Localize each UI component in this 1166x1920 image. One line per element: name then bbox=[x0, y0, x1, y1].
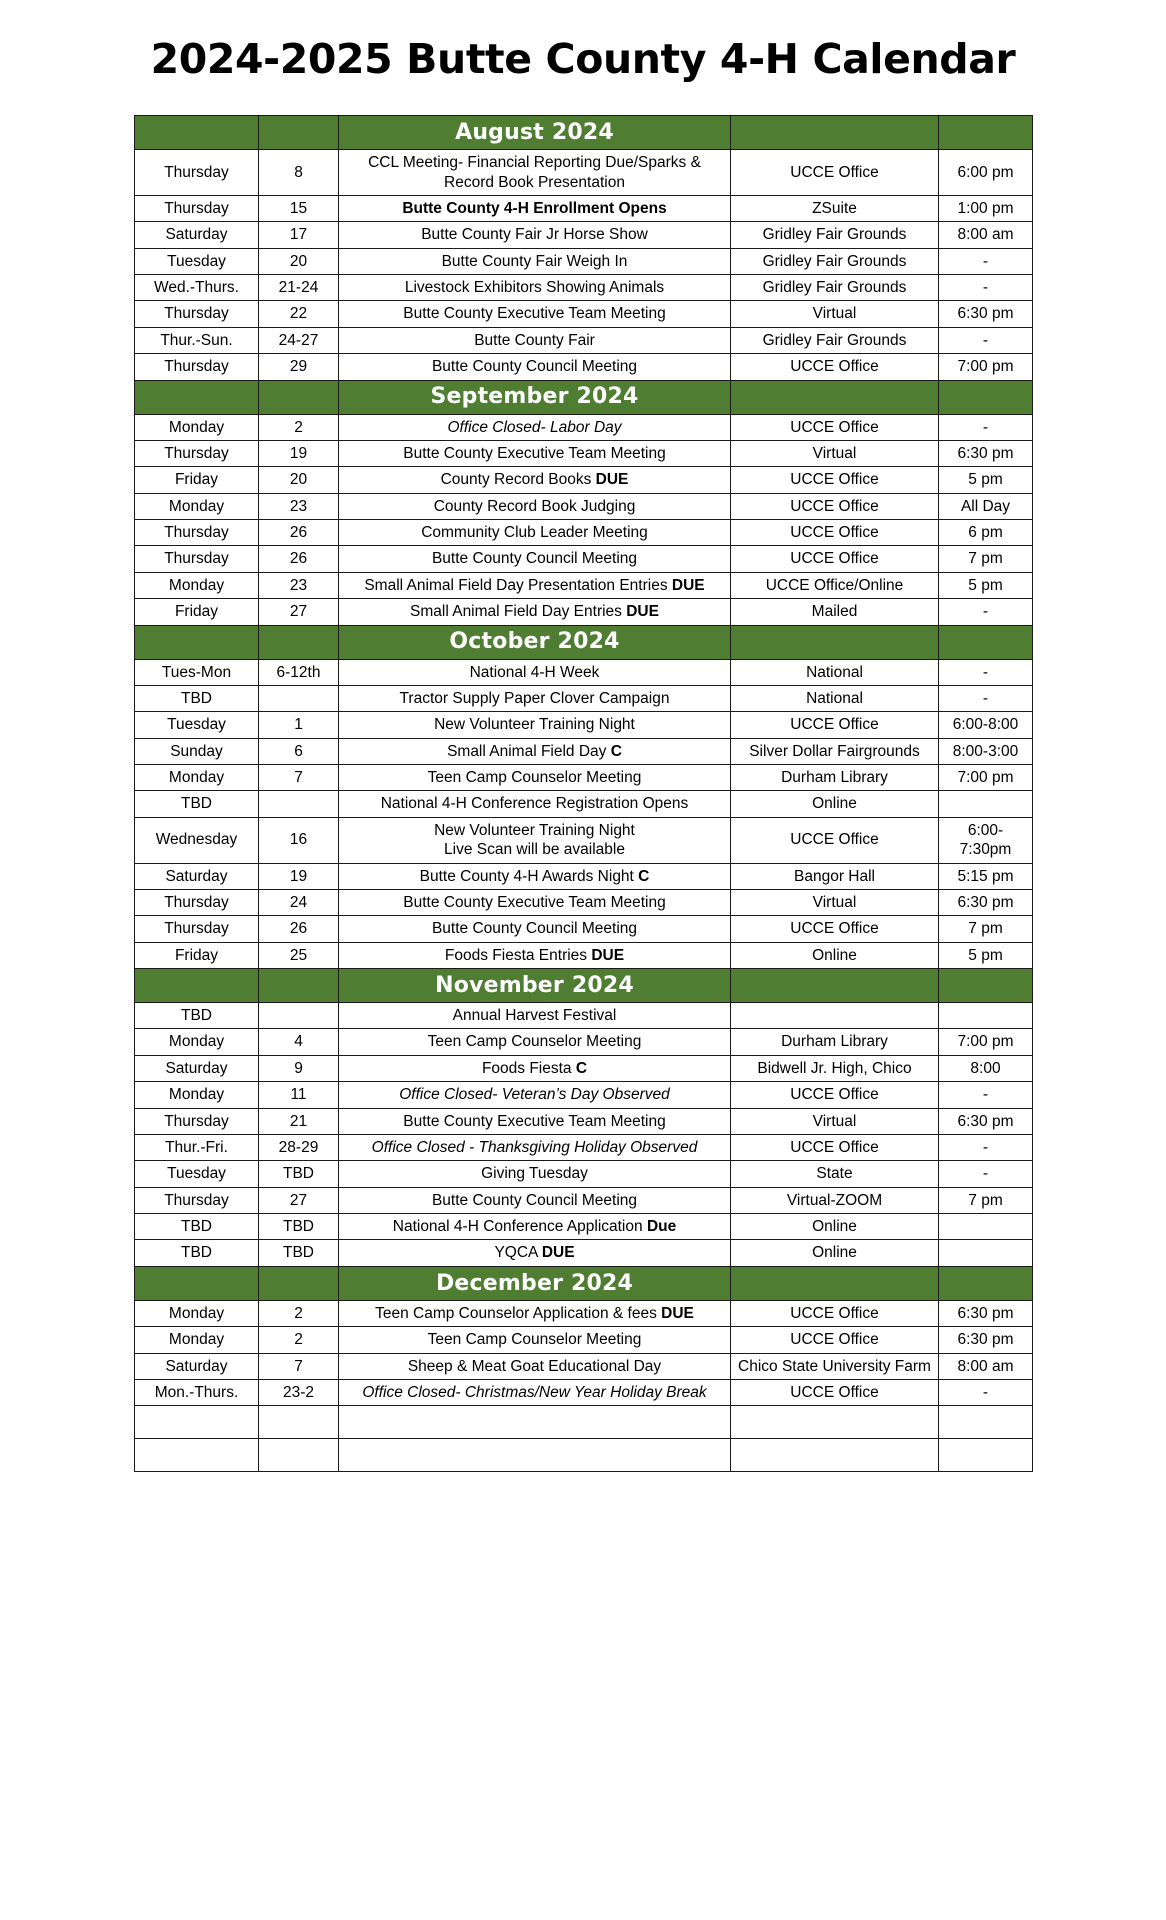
event-location: UCCE Office bbox=[731, 1327, 939, 1353]
event-date: 4 bbox=[259, 1029, 339, 1055]
month-header-day-spacer bbox=[135, 116, 259, 150]
event-name: Tractor Supply Paper Clover Campaign bbox=[339, 685, 731, 711]
event-time: - bbox=[939, 599, 1033, 625]
event-date: 11 bbox=[259, 1082, 339, 1108]
month-header-day-spacer bbox=[135, 1266, 259, 1300]
calendar-row bbox=[135, 817, 1033, 863]
event-name: Butte County Executive Team Meeting bbox=[339, 889, 731, 915]
calendar-row bbox=[135, 1214, 1033, 1240]
event-time: 8:00 am bbox=[939, 1353, 1033, 1379]
calendar-row bbox=[135, 520, 1033, 546]
event-name: Office Closed- Labor Day bbox=[339, 414, 731, 440]
event-name: Teen Camp Counselor Meeting bbox=[339, 1029, 731, 1055]
calendar-row bbox=[135, 765, 1033, 791]
event-location: UCCE Office bbox=[731, 712, 939, 738]
event-name: Butte County 4-H Awards Night C bbox=[339, 863, 731, 889]
calendar-row bbox=[135, 1187, 1033, 1213]
calendar-row bbox=[135, 493, 1033, 519]
calendar-row bbox=[135, 150, 1033, 196]
event-name: Livestock Exhibitors Showing Animals bbox=[339, 275, 731, 301]
event-name: Office Closed- Christmas/New Year Holiday Break bbox=[339, 1379, 731, 1405]
event-date: 25 bbox=[259, 942, 339, 968]
event-date bbox=[259, 791, 339, 817]
blank-cell bbox=[339, 1439, 731, 1472]
month-title: August 2024 bbox=[339, 116, 731, 150]
blank-cell bbox=[731, 1406, 939, 1439]
event-date: 21-24 bbox=[259, 275, 339, 301]
event-name: National 4-H Conference Application Due bbox=[339, 1214, 731, 1240]
event-day: Monday bbox=[135, 414, 259, 440]
event-date: 21 bbox=[259, 1108, 339, 1134]
calendar-row bbox=[135, 1327, 1033, 1353]
event-time: 5 pm bbox=[939, 572, 1033, 598]
event-location: UCCE Office bbox=[731, 916, 939, 942]
month-header-time-spacer bbox=[939, 969, 1033, 1003]
event-name: National 4-H Week bbox=[339, 659, 731, 685]
calendar-row bbox=[135, 440, 1033, 466]
event-name: Butte County Council Meeting bbox=[339, 1187, 731, 1213]
event-date: 1 bbox=[259, 712, 339, 738]
event-date: 2 bbox=[259, 414, 339, 440]
event-date: 23 bbox=[259, 572, 339, 598]
event-day: Thursday bbox=[135, 889, 259, 915]
event-time: 6:00-8:00 bbox=[939, 712, 1033, 738]
event-day: Wed.-Thurs. bbox=[135, 275, 259, 301]
event-name: County Record Books DUE bbox=[339, 467, 731, 493]
event-location: UCCE Office bbox=[731, 493, 939, 519]
event-location: UCCE Office bbox=[731, 414, 939, 440]
calendar-row bbox=[135, 738, 1033, 764]
month-header-day-spacer bbox=[135, 380, 259, 414]
event-day: Saturday bbox=[135, 863, 259, 889]
month-header-location-spacer bbox=[731, 969, 939, 1003]
event-name: YQCA DUE bbox=[339, 1240, 731, 1266]
event-name: Butte County Fair bbox=[339, 327, 731, 353]
event-date: 29 bbox=[259, 354, 339, 380]
calendar-row bbox=[135, 1240, 1033, 1266]
event-time: 7:00 pm bbox=[939, 765, 1033, 791]
month-header-location-spacer bbox=[731, 1266, 939, 1300]
calendar-row bbox=[135, 354, 1033, 380]
month-header-row bbox=[135, 1266, 1033, 1300]
month-header-row bbox=[135, 625, 1033, 659]
event-day: Thursday bbox=[135, 1187, 259, 1213]
event-day: Saturday bbox=[135, 222, 259, 248]
event-location: UCCE Office bbox=[731, 354, 939, 380]
event-location: Bangor Hall bbox=[731, 863, 939, 889]
event-time: 6:00 pm bbox=[939, 150, 1033, 196]
event-day: TBD bbox=[135, 685, 259, 711]
calendar-row bbox=[135, 301, 1033, 327]
event-time: - bbox=[939, 1082, 1033, 1108]
event-time: 1:00 pm bbox=[939, 195, 1033, 221]
month-header-time-spacer bbox=[939, 625, 1033, 659]
event-time: - bbox=[939, 327, 1033, 353]
event-location: UCCE Office bbox=[731, 520, 939, 546]
event-name: Butte County Fair Jr Horse Show bbox=[339, 222, 731, 248]
event-day: Tuesday bbox=[135, 1161, 259, 1187]
event-date: 17 bbox=[259, 222, 339, 248]
event-time bbox=[939, 791, 1033, 817]
calendar-row bbox=[135, 275, 1033, 301]
event-day: Thursday bbox=[135, 1108, 259, 1134]
event-name: County Record Book Judging bbox=[339, 493, 731, 519]
event-name: Butte County Council Meeting bbox=[339, 916, 731, 942]
event-name: New Volunteer Training Night bbox=[339, 712, 731, 738]
event-location: Mailed bbox=[731, 599, 939, 625]
blank-row bbox=[135, 1406, 1033, 1439]
month-header-location-spacer bbox=[731, 116, 939, 150]
event-time: 7:00 pm bbox=[939, 354, 1033, 380]
event-day: TBD bbox=[135, 1240, 259, 1266]
event-name: Small Animal Field Day Entries DUE bbox=[339, 599, 731, 625]
event-date: 16 bbox=[259, 817, 339, 863]
event-name: Small Animal Field Day Presentation Entries DUE bbox=[339, 572, 731, 598]
event-time: - bbox=[939, 1161, 1033, 1187]
event-day: Monday bbox=[135, 1082, 259, 1108]
calendar-row bbox=[135, 916, 1033, 942]
event-location: Bidwell Jr. High, Chico bbox=[731, 1055, 939, 1081]
blank-cell bbox=[259, 1406, 339, 1439]
event-date: 20 bbox=[259, 467, 339, 493]
event-day: Thur.-Sun. bbox=[135, 327, 259, 353]
event-time: 6 pm bbox=[939, 520, 1033, 546]
event-location: Silver Dollar Fairgrounds bbox=[731, 738, 939, 764]
event-date: 2 bbox=[259, 1327, 339, 1353]
calendar-row bbox=[135, 1300, 1033, 1326]
month-header-row bbox=[135, 380, 1033, 414]
calendar-table-wrapper bbox=[134, 115, 1032, 1472]
event-day: Friday bbox=[135, 599, 259, 625]
event-location: Online bbox=[731, 791, 939, 817]
event-day: Thursday bbox=[135, 916, 259, 942]
event-location: Gridley Fair Grounds bbox=[731, 222, 939, 248]
event-date: 2 bbox=[259, 1300, 339, 1326]
event-name: Community Club Leader Meeting bbox=[339, 520, 731, 546]
event-name: Foods Fiesta C bbox=[339, 1055, 731, 1081]
month-header-time-spacer bbox=[939, 1266, 1033, 1300]
event-day: Sunday bbox=[135, 738, 259, 764]
event-location: UCCE Office bbox=[731, 1134, 939, 1160]
calendar-row bbox=[135, 685, 1033, 711]
month-header-date-spacer bbox=[259, 625, 339, 659]
calendar-row bbox=[135, 1003, 1033, 1029]
month-header-day-spacer bbox=[135, 969, 259, 1003]
month-header-date-spacer bbox=[259, 1266, 339, 1300]
event-time: 7 pm bbox=[939, 1187, 1033, 1213]
event-date: 23-2 bbox=[259, 1379, 339, 1405]
event-name: Sheep & Meat Goat Educational Day bbox=[339, 1353, 731, 1379]
event-day: Monday bbox=[135, 1327, 259, 1353]
event-time: - bbox=[939, 414, 1033, 440]
event-location: National bbox=[731, 659, 939, 685]
event-name: Teen Camp Counselor Meeting bbox=[339, 765, 731, 791]
calendar-row bbox=[135, 942, 1033, 968]
event-name: Butte County 4-H Enrollment Opens bbox=[339, 195, 731, 221]
event-date: 27 bbox=[259, 599, 339, 625]
event-day: TBD bbox=[135, 1003, 259, 1029]
calendar-row bbox=[135, 712, 1033, 738]
blank-cell bbox=[939, 1439, 1033, 1472]
event-location: UCCE Office bbox=[731, 1082, 939, 1108]
event-date: 24-27 bbox=[259, 327, 339, 353]
event-date: 6-12th bbox=[259, 659, 339, 685]
event-date: TBD bbox=[259, 1214, 339, 1240]
calendar-row bbox=[135, 222, 1033, 248]
event-location: Gridley Fair Grounds bbox=[731, 327, 939, 353]
month-header-date-spacer bbox=[259, 380, 339, 414]
event-time: - bbox=[939, 248, 1033, 274]
event-name: Butte County Council Meeting bbox=[339, 546, 731, 572]
event-day: Thursday bbox=[135, 440, 259, 466]
event-day: Monday bbox=[135, 1029, 259, 1055]
event-date: 27 bbox=[259, 1187, 339, 1213]
event-time: - bbox=[939, 1134, 1033, 1160]
event-time: 7 pm bbox=[939, 916, 1033, 942]
calendar-row bbox=[135, 1082, 1033, 1108]
calendar-row bbox=[135, 1353, 1033, 1379]
event-location: UCCE Office/Online bbox=[731, 572, 939, 598]
event-time: 8:00-3:00 bbox=[939, 738, 1033, 764]
event-day: Friday bbox=[135, 467, 259, 493]
event-day: TBD bbox=[135, 791, 259, 817]
calendar-row bbox=[135, 889, 1033, 915]
event-date: TBD bbox=[259, 1161, 339, 1187]
event-name: Butte County Council Meeting bbox=[339, 354, 731, 380]
event-day: Saturday bbox=[135, 1055, 259, 1081]
event-location: ZSuite bbox=[731, 195, 939, 221]
calendar-table bbox=[134, 115, 1033, 1472]
event-name: Teen Camp Counselor Meeting bbox=[339, 1327, 731, 1353]
page-title: 2024-2025 Butte County 4-H Calendar bbox=[150, 35, 1016, 83]
event-date: 22 bbox=[259, 301, 339, 327]
blank-cell bbox=[259, 1439, 339, 1472]
month-title: November 2024 bbox=[339, 969, 731, 1003]
calendar-row bbox=[135, 863, 1033, 889]
blank-cell bbox=[731, 1439, 939, 1472]
calendar-row bbox=[135, 1379, 1033, 1405]
event-name: Butte County Executive Team Meeting bbox=[339, 1108, 731, 1134]
event-day: Monday bbox=[135, 572, 259, 598]
event-day: Thursday bbox=[135, 150, 259, 196]
event-name: New Volunteer Training Night Live Scan will be available bbox=[339, 817, 731, 863]
event-date: 24 bbox=[259, 889, 339, 915]
calendar-row bbox=[135, 195, 1033, 221]
event-location bbox=[731, 1003, 939, 1029]
calendar-row bbox=[135, 572, 1033, 598]
event-location: Virtual bbox=[731, 889, 939, 915]
event-time: 5 pm bbox=[939, 467, 1033, 493]
event-name: CCL Meeting- Financial Reporting Due/Sparks & Record Book Presentation bbox=[339, 150, 731, 196]
month-header-location-spacer bbox=[731, 625, 939, 659]
event-date: 20 bbox=[259, 248, 339, 274]
event-day: Thursday bbox=[135, 301, 259, 327]
month-header-day-spacer bbox=[135, 625, 259, 659]
event-day: Mon.-Thurs. bbox=[135, 1379, 259, 1405]
event-day: Friday bbox=[135, 942, 259, 968]
event-time bbox=[939, 1003, 1033, 1029]
event-time: 6:30 pm bbox=[939, 1300, 1033, 1326]
event-date bbox=[259, 685, 339, 711]
event-name: Office Closed- Veteran’s Day Observed bbox=[339, 1082, 731, 1108]
blank-cell bbox=[135, 1439, 259, 1472]
event-date: TBD bbox=[259, 1240, 339, 1266]
event-location: Virtual bbox=[731, 440, 939, 466]
event-day: Thursday bbox=[135, 354, 259, 380]
event-location: Virtual bbox=[731, 1108, 939, 1134]
event-location: UCCE Office bbox=[731, 546, 939, 572]
event-time: 7 pm bbox=[939, 546, 1033, 572]
calendar-row bbox=[135, 327, 1033, 353]
event-name: Butte County Executive Team Meeting bbox=[339, 301, 731, 327]
event-date: 7 bbox=[259, 765, 339, 791]
event-day: Thur.-Fri. bbox=[135, 1134, 259, 1160]
event-time: - bbox=[939, 275, 1033, 301]
event-location: UCCE Office bbox=[731, 1300, 939, 1326]
event-date: 28-29 bbox=[259, 1134, 339, 1160]
event-date: 6 bbox=[259, 738, 339, 764]
blank-cell bbox=[339, 1406, 731, 1439]
event-date: 19 bbox=[259, 440, 339, 466]
event-location: UCCE Office bbox=[731, 150, 939, 196]
event-time: - bbox=[939, 685, 1033, 711]
event-time: 8:00 bbox=[939, 1055, 1033, 1081]
event-name: Foods Fiesta Entries DUE bbox=[339, 942, 731, 968]
calendar-row bbox=[135, 414, 1033, 440]
event-name: National 4-H Conference Registration Opens bbox=[339, 791, 731, 817]
event-location: UCCE Office bbox=[731, 467, 939, 493]
month-title: December 2024 bbox=[339, 1266, 731, 1300]
month-header-time-spacer bbox=[939, 380, 1033, 414]
event-location: Online bbox=[731, 942, 939, 968]
event-time: - bbox=[939, 1379, 1033, 1405]
blank-cell bbox=[939, 1406, 1033, 1439]
event-location: Gridley Fair Grounds bbox=[731, 248, 939, 274]
event-day: Thursday bbox=[135, 520, 259, 546]
event-day: Tues-Mon bbox=[135, 659, 259, 685]
event-time: 6:30 pm bbox=[939, 889, 1033, 915]
month-header-row bbox=[135, 116, 1033, 150]
event-time: - bbox=[939, 659, 1033, 685]
event-time: 5:15 pm bbox=[939, 863, 1033, 889]
event-day: Tuesday bbox=[135, 712, 259, 738]
event-date: 26 bbox=[259, 520, 339, 546]
event-location: UCCE Office bbox=[731, 1379, 939, 1405]
event-name: Teen Camp Counselor Application & fees DUE bbox=[339, 1300, 731, 1326]
event-location: Virtual-ZOOM bbox=[731, 1187, 939, 1213]
month-header-row bbox=[135, 969, 1033, 1003]
event-date: 26 bbox=[259, 546, 339, 572]
event-date: 15 bbox=[259, 195, 339, 221]
event-time: 7:00 pm bbox=[939, 1029, 1033, 1055]
event-time: 8:00 am bbox=[939, 222, 1033, 248]
event-date: 26 bbox=[259, 916, 339, 942]
event-date: 7 bbox=[259, 1353, 339, 1379]
calendar-row bbox=[135, 1029, 1033, 1055]
event-location: UCCE Office bbox=[731, 817, 939, 863]
event-date: 9 bbox=[259, 1055, 339, 1081]
event-time: 6:30 pm bbox=[939, 440, 1033, 466]
event-time: 6:30 pm bbox=[939, 1327, 1033, 1353]
event-date: 8 bbox=[259, 150, 339, 196]
event-name: Office Closed - Thanksgiving Holiday Observed bbox=[339, 1134, 731, 1160]
event-time: 6:30 pm bbox=[939, 1108, 1033, 1134]
event-location: Durham Library bbox=[731, 1029, 939, 1055]
blank-cell bbox=[135, 1406, 259, 1439]
event-day: Saturday bbox=[135, 1353, 259, 1379]
event-location: Virtual bbox=[731, 301, 939, 327]
event-location: Online bbox=[731, 1214, 939, 1240]
calendar-row bbox=[135, 1134, 1033, 1160]
event-location: State bbox=[731, 1161, 939, 1187]
event-date: 19 bbox=[259, 863, 339, 889]
event-location: National bbox=[731, 685, 939, 711]
event-location: Gridley Fair Grounds bbox=[731, 275, 939, 301]
event-day: Monday bbox=[135, 493, 259, 519]
month-header-time-spacer bbox=[939, 116, 1033, 150]
calendar-row bbox=[135, 546, 1033, 572]
event-day: Thursday bbox=[135, 195, 259, 221]
month-title: October 2024 bbox=[339, 625, 731, 659]
event-name: Butte County Executive Team Meeting bbox=[339, 440, 731, 466]
calendar-row bbox=[135, 1108, 1033, 1134]
event-name: Annual Harvest Festival bbox=[339, 1003, 731, 1029]
calendar-row bbox=[135, 1161, 1033, 1187]
event-time bbox=[939, 1214, 1033, 1240]
event-time bbox=[939, 1240, 1033, 1266]
month-header-date-spacer bbox=[259, 116, 339, 150]
event-location: Chico State University Farm bbox=[731, 1353, 939, 1379]
event-time: 5 pm bbox=[939, 942, 1033, 968]
blank-row bbox=[135, 1439, 1033, 1472]
event-day: TBD bbox=[135, 1214, 259, 1240]
calendar-row bbox=[135, 659, 1033, 685]
event-day: Thursday bbox=[135, 546, 259, 572]
calendar-row bbox=[135, 1055, 1033, 1081]
event-day: Tuesday bbox=[135, 248, 259, 274]
event-time: 6:30 pm bbox=[939, 301, 1033, 327]
event-name: Small Animal Field Day C bbox=[339, 738, 731, 764]
calendar-row bbox=[135, 467, 1033, 493]
event-day: Monday bbox=[135, 1300, 259, 1326]
calendar-row bbox=[135, 791, 1033, 817]
month-header-location-spacer bbox=[731, 380, 939, 414]
event-location: Online bbox=[731, 1240, 939, 1266]
event-day: Monday bbox=[135, 765, 259, 791]
event-day: Wednesday bbox=[135, 817, 259, 863]
event-time: All Day bbox=[939, 493, 1033, 519]
event-name: Butte County Fair Weigh In bbox=[339, 248, 731, 274]
event-location: Durham Library bbox=[731, 765, 939, 791]
month-title: September 2024 bbox=[339, 380, 731, 414]
event-time: 6:00-7:30pm bbox=[939, 817, 1033, 863]
event-date bbox=[259, 1003, 339, 1029]
event-date: 23 bbox=[259, 493, 339, 519]
calendar-row bbox=[135, 248, 1033, 274]
event-name: Giving Tuesday bbox=[339, 1161, 731, 1187]
calendar-row bbox=[135, 599, 1033, 625]
month-header-date-spacer bbox=[259, 969, 339, 1003]
